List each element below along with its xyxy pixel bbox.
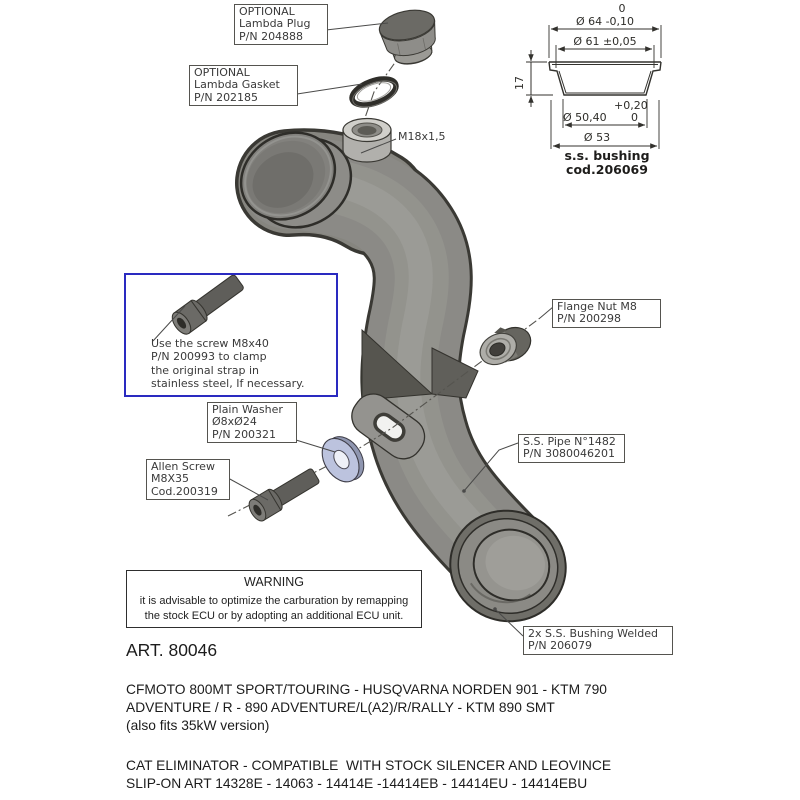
callout-bushing-welded [523, 626, 673, 655]
clamp-note-box [124, 273, 338, 397]
bushing-dimension-drawing [513, 2, 661, 177]
bushing-code: cod.206069 [566, 162, 648, 177]
note-line: stainless steel, If necessary. [151, 377, 305, 391]
callout-line: 2x S.S. Bushing Welded [528, 627, 658, 640]
callout-line: S.S. Pipe N°1482 [523, 435, 616, 448]
fitment-text [126, 681, 607, 735]
callout-line: Ø8xØ24 [212, 415, 257, 429]
plain-washer [315, 429, 372, 489]
compatibility-text [126, 757, 611, 793]
warning-line: it is advisable to optimize the carburation by remapping [139, 595, 409, 607]
callout-line: Allen Screw [151, 460, 215, 473]
note-line: Use the screw M8x40 [151, 337, 269, 350]
callout-lambda-plug [234, 4, 328, 45]
callout-line: Lambda Gasket [194, 78, 280, 92]
dim-5040-tol-lower: 0 [631, 111, 638, 124]
compatibility-line: SLIP-ON ART 14328E - 14063 - 14414E -14414EB - 14414EU - 14414EBU [126, 776, 588, 791]
lambda-plug [377, 6, 443, 69]
callout-line: M8X35 [151, 472, 190, 486]
flange-nut [473, 317, 536, 373]
callout-plain-washer [207, 402, 297, 443]
note-line: P/N 200993 to clamp [151, 350, 267, 364]
callout-line: P/N 206079 [528, 639, 593, 653]
compatibility-line: CAT ELIMINATOR - COMPATIBLE WITH STOCK SILENCER AND LEOVINCE [126, 758, 612, 773]
dim-61: Ø 61 ±0,05 [573, 35, 637, 48]
callout-line: OPTIONAL [194, 66, 250, 79]
callout-allen-screw [146, 459, 230, 500]
article-number: ART. 80046 [126, 640, 218, 660]
dim-17: 17 [513, 76, 526, 90]
leader-dot [462, 489, 466, 493]
warning-line: the stock ECU or by adopting an additional ECU unit. [144, 609, 404, 622]
warning-box [126, 570, 422, 628]
fitment-line: CFMOTO 800MT SPORT/TOURING - HUSQVARNA NORDEN 901 - KTM 790 [126, 682, 607, 697]
leader-dot [493, 607, 497, 611]
dim-64: Ø 64 -0,10 [575, 15, 635, 28]
callout-line: Cod.200319 [151, 484, 218, 498]
dim-5040: Ø 50,40 [563, 111, 607, 124]
callout-line: P/N 200298 [557, 312, 622, 326]
dim-53: Ø 53 [583, 131, 611, 144]
fitment-line: (also fits 35kW version) [126, 718, 270, 733]
clamp-note-text [151, 337, 305, 391]
lambda-sensor-boss [343, 119, 391, 163]
callout-line: P/N 202185 [194, 90, 259, 104]
callout-ss-pipe [518, 434, 625, 463]
lambda-gasket [349, 74, 400, 112]
callout-line: Plain Washer [212, 403, 283, 416]
callout-line: P/N 204888 [239, 29, 304, 43]
callout-flange-nut [552, 299, 661, 328]
callout-lambda-gasket [189, 65, 298, 106]
callout-line: Flange Nut M8 [557, 300, 637, 313]
label-thread-size: M18x1,5 [398, 130, 446, 143]
note-line: the original strap in [151, 363, 259, 377]
warning-title: WARNING [244, 575, 304, 589]
fitment-line: ADVENTURE / R - 890 ADVENTURE/L(A2)/R/RALLY - KTM 890 SMT [126, 700, 555, 715]
callout-line: P/N 200321 [212, 427, 277, 441]
callout-line: P/N 3080046201 [523, 447, 616, 461]
dim-64-tol-upper: 0 [618, 2, 626, 15]
dim-5040-tol-upper: +0,20 [614, 99, 648, 112]
bushing-title: s.s. bushing [564, 148, 650, 163]
callout-line: OPTIONAL [239, 5, 295, 18]
callout-line: Lambda Plug [239, 17, 311, 31]
